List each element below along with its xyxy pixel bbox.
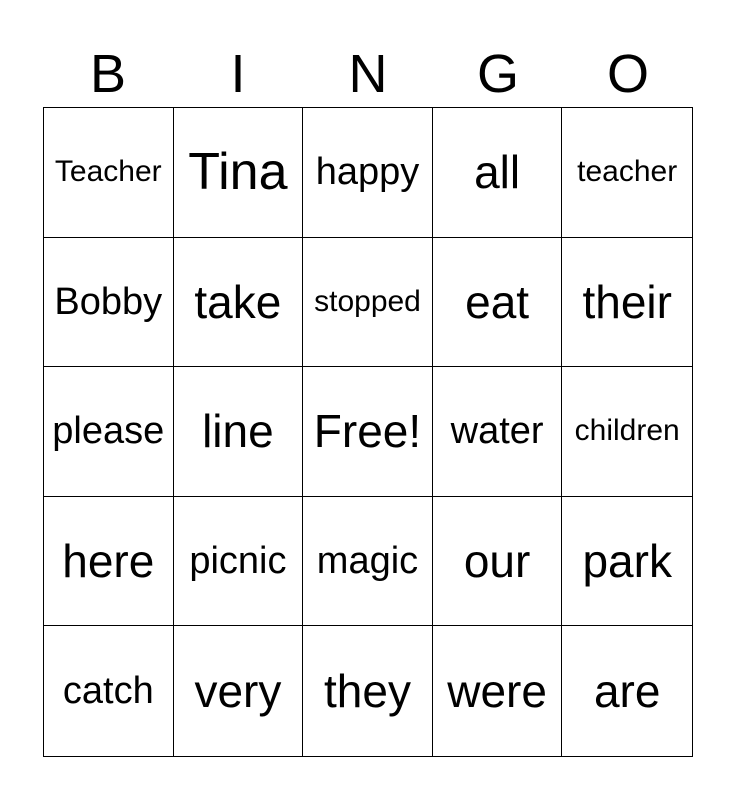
bingo-cell-r2-c3[interactable] xyxy=(433,367,563,497)
bingo-cell-r3-c4[interactable] xyxy=(562,497,692,627)
bingo-cell-r4-c1[interactable] xyxy=(174,626,304,756)
cell-word: picnic xyxy=(189,540,287,583)
cell-word: magic xyxy=(316,540,419,583)
header-letter-i: I xyxy=(230,44,246,104)
bingo-cell-r1-c2[interactable] xyxy=(303,238,433,368)
bingo-cell-r1-c3[interactable] xyxy=(433,238,563,368)
bingo-cell-r3-c3[interactable] xyxy=(433,497,563,627)
cell-word: line xyxy=(202,405,274,458)
bingo-board xyxy=(43,107,693,757)
bingo-cell-r2-c1[interactable] xyxy=(174,367,304,497)
cell-word: here xyxy=(62,535,155,588)
bingo-cell-r4-c4[interactable] xyxy=(562,626,692,756)
bingo-cell-r0-c3[interactable] xyxy=(433,108,563,238)
bingo-cell-r2-c0[interactable] xyxy=(44,367,174,497)
bingo-cell-r3-c1[interactable] xyxy=(174,497,304,627)
cell-word: their xyxy=(582,275,672,328)
cell-word: were xyxy=(447,665,547,718)
cell-word: very xyxy=(194,665,282,718)
header-letter-o: O xyxy=(606,44,649,104)
cell-word: happy xyxy=(315,151,420,194)
free-space-label: Free! xyxy=(313,405,422,458)
cell-word: our xyxy=(463,535,531,588)
cell-word: Tina xyxy=(188,143,288,202)
bingo-cell-r2-c2-free[interactable] xyxy=(303,367,433,497)
bingo-cell-r0-c0[interactable] xyxy=(44,108,174,238)
bingo-cell-r4-c2[interactable] xyxy=(303,626,433,756)
bingo-cell-r3-c0[interactable] xyxy=(44,497,174,627)
bingo-cell-r1-c4[interactable] xyxy=(562,238,692,368)
bingo-cell-r1-c0[interactable] xyxy=(44,238,174,368)
cell-word: Teacher xyxy=(54,155,162,189)
cell-word: stopped xyxy=(314,284,421,318)
cell-word: please xyxy=(52,410,165,453)
header-letter-n: N xyxy=(348,44,388,104)
bingo-cell-r0-c1[interactable] xyxy=(174,108,304,238)
cell-word: they xyxy=(324,665,411,718)
cell-word: Bobby xyxy=(54,280,163,323)
cell-word: all xyxy=(474,146,521,199)
cell-word: children xyxy=(574,414,680,448)
bingo-cell-r4-c0[interactable] xyxy=(44,626,174,756)
bingo-cell-r0-c2[interactable] xyxy=(303,108,433,238)
cell-word: catch xyxy=(62,670,154,713)
header-letter-b: B xyxy=(89,44,127,104)
bingo-cell-r2-c4[interactable] xyxy=(562,367,692,497)
bingo-cell-r4-c3[interactable] xyxy=(433,626,563,756)
bingo-cell-r3-c2[interactable] xyxy=(303,497,433,627)
bingo-cell-r0-c4[interactable] xyxy=(562,108,692,238)
cell-word: are xyxy=(593,665,661,718)
bingo-header xyxy=(43,42,693,106)
cell-word: eat xyxy=(465,275,530,328)
cell-word: take xyxy=(194,275,282,328)
header-letter-g: G xyxy=(476,44,519,104)
cell-word: water xyxy=(450,410,544,453)
cell-word: teacher xyxy=(577,155,678,189)
cell-word: park xyxy=(582,535,672,588)
bingo-cell-r1-c1[interactable] xyxy=(174,238,304,368)
